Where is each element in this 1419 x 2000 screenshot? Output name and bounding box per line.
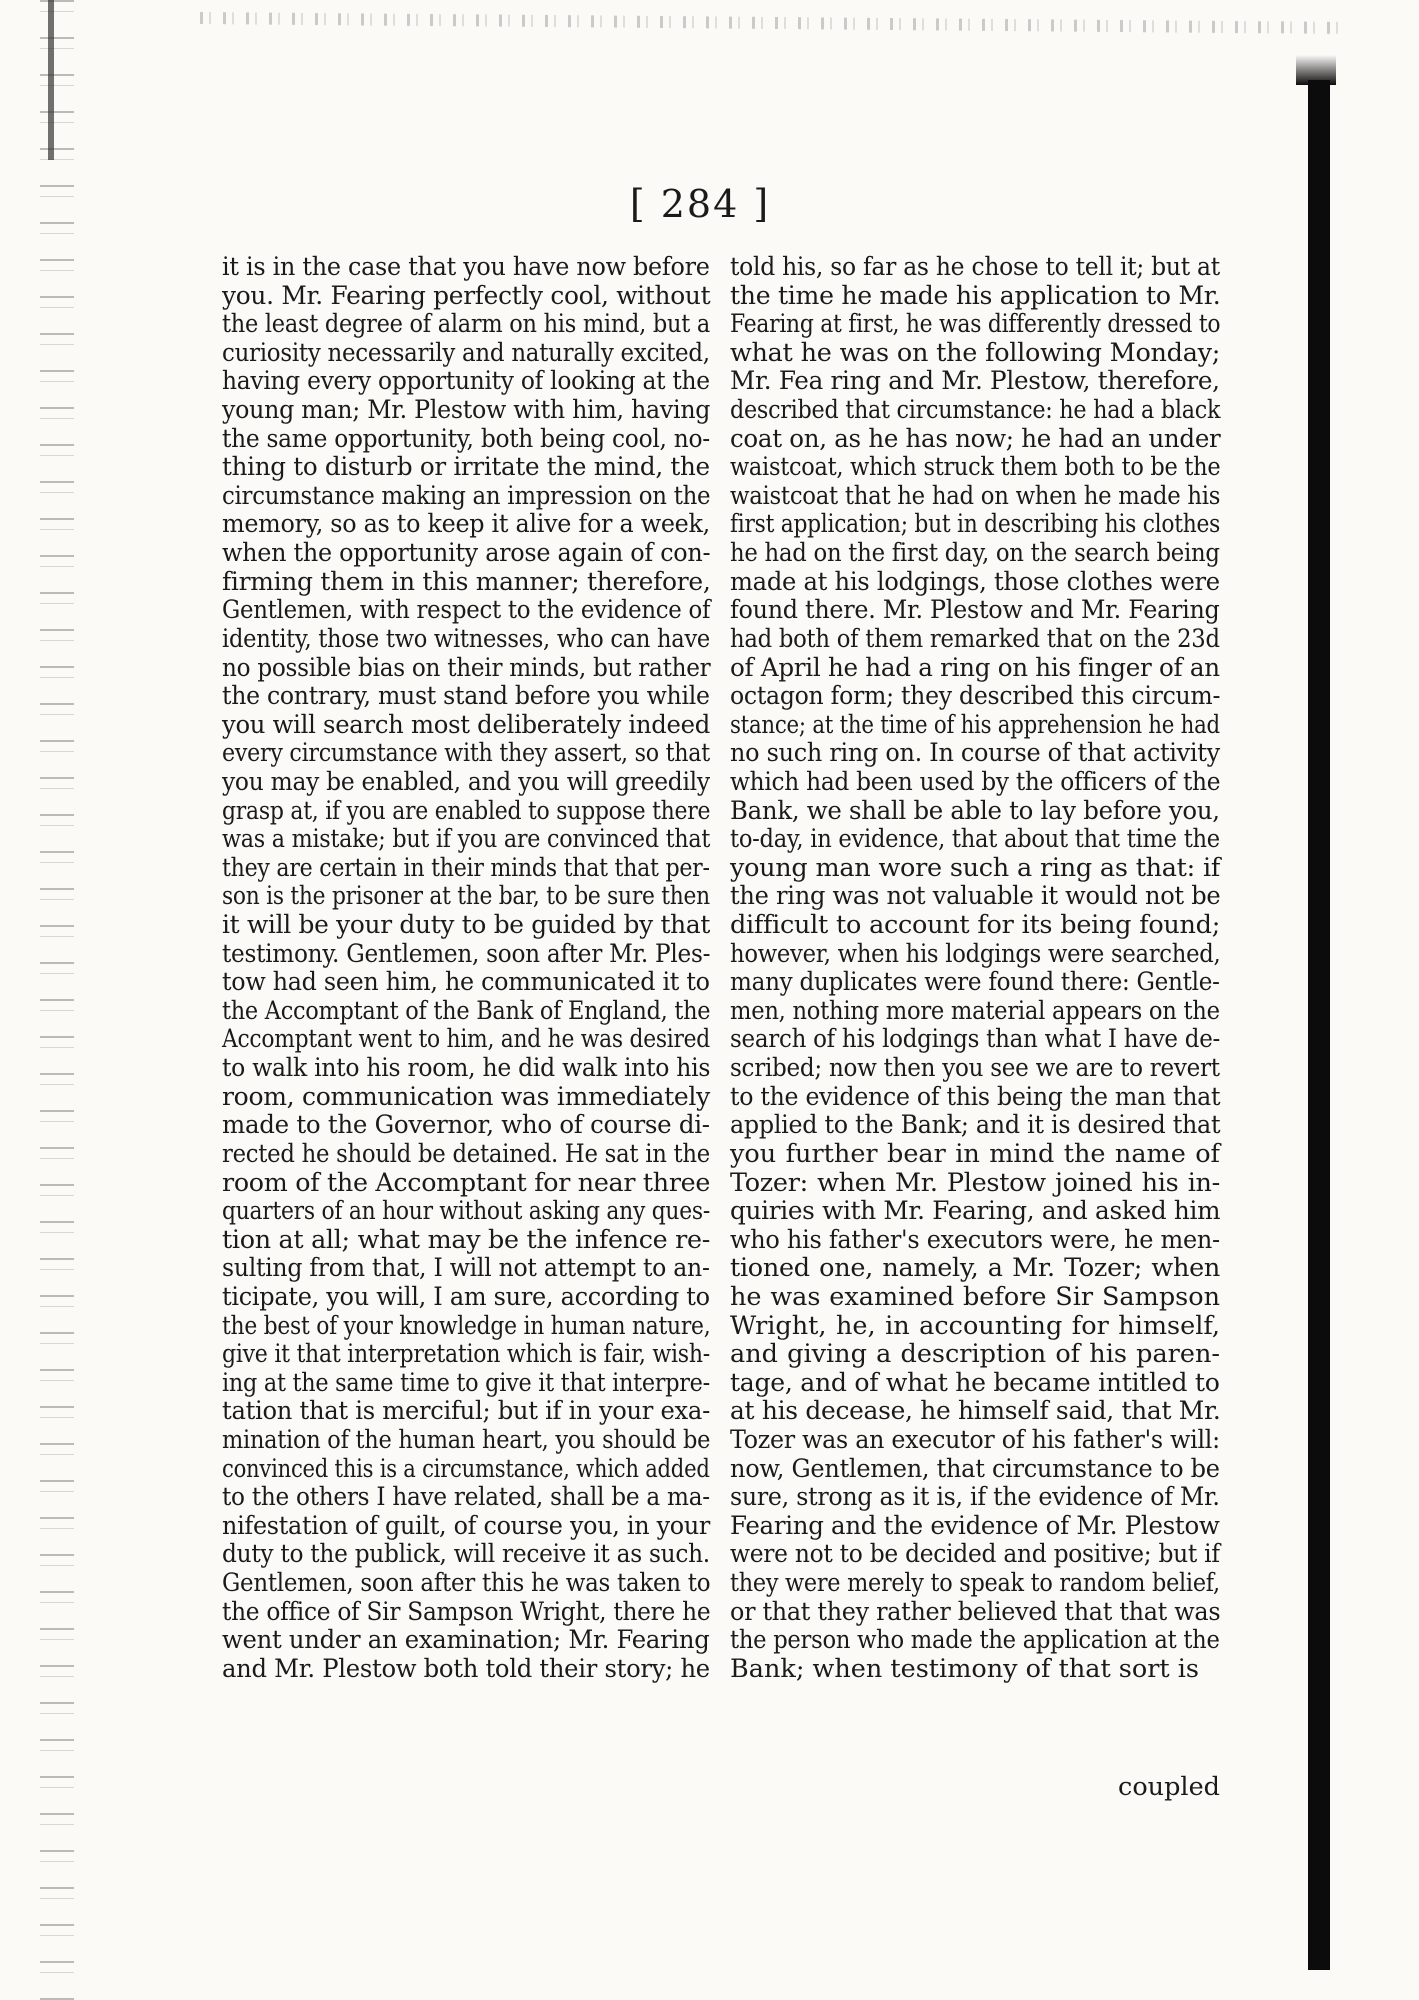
- text-line: tion at all; what may be the infence re-: [222, 1224, 711, 1255]
- text-line: room of the Accomptant for near three: [222, 1167, 711, 1198]
- text-line: first application; but in describing his clothes: [730, 509, 1221, 540]
- text-line: was a mistake; but if you are convinced that: [222, 824, 711, 855]
- text-line: room, communication was immediately: [222, 1081, 710, 1112]
- text-line: the contrary, must stand before you while: [222, 681, 710, 712]
- text-line: difficult to account for its being found;: [730, 910, 1220, 941]
- text-line: octagon form; they described this circum-: [730, 681, 1221, 712]
- text-line: however, when his lodgings were searched,: [730, 938, 1221, 969]
- text-line: grasp at, if you are enabled to suppose there: [222, 795, 711, 826]
- text-line: give it that interpretation which is fair, wish-: [222, 1339, 710, 1370]
- text-line: waistcoat, which struck them both to be the: [730, 452, 1221, 483]
- text-line: to-day, in evidence, that about that time the: [730, 824, 1220, 855]
- text-line: the ring was not valuable it would not be: [730, 881, 1221, 912]
- text-line: and Mr. Plestow both told their story; he: [222, 1653, 710, 1684]
- text-line: the office of Sir Sampson Wright, there he: [222, 1596, 711, 1627]
- text-line: it will be your duty to be guided by that: [222, 910, 711, 941]
- text-line: no possible bias on their minds, but rather: [222, 652, 711, 683]
- text-line: you may be enabled, and you will greedily: [222, 766, 710, 797]
- text-line: or that they rather believed that that was: [730, 1596, 1221, 1627]
- scan-edge-right: [1308, 80, 1330, 1970]
- text-line: sure, strong as it is, if the evidence of Mr.: [730, 1482, 1220, 1513]
- text-line: curiosity necessarily and naturally excited,: [222, 337, 710, 368]
- text-line: you. Mr. Fearing perfectly cool, without: [222, 280, 711, 311]
- text-line: Mr. Fea ring and Mr. Plestow, therefore,: [730, 366, 1220, 397]
- text-line: stance; at the time of his apprehension he had: [730, 709, 1220, 740]
- text-line: Tozer was an executor of his father's will:: [730, 1424, 1220, 1455]
- text-line: testimony. Gentlemen, soon after Mr. Ples-: [222, 938, 711, 969]
- text-line: Gentlemen, with respect to the evidence of: [222, 595, 711, 626]
- text-line: Wright, he, in accounting for himself,: [730, 1310, 1220, 1341]
- text-line: who his father's executors were, he men-: [730, 1224, 1220, 1255]
- text-line: were not to be decided and positive; but if: [730, 1539, 1220, 1570]
- text-line: duty to the publick, will receive it as such.: [222, 1539, 710, 1570]
- text-line: firming them in this manner; therefore,: [222, 566, 711, 597]
- text-line: he was examined before Sir Sampson: [730, 1281, 1220, 1312]
- text-line: the Accomptant of the Bank of England, the: [222, 995, 711, 1026]
- text-line: the person who made the application at the: [730, 1625, 1220, 1656]
- text-line: men, nothing more material appears on the: [730, 995, 1220, 1026]
- text-line: described that circumstance: he had a black: [730, 395, 1221, 426]
- text-line: Gentlemen, soon after this he was taken to: [222, 1568, 711, 1599]
- text-line: applied to the Bank; and it is desired that: [730, 1110, 1221, 1141]
- scan-edge-left: [40, 0, 74, 2000]
- text-line: Fearing at first, he was differently dressed to: [730, 309, 1221, 340]
- text-line: Tozer: when Mr. Plestow joined his in-: [730, 1167, 1220, 1198]
- text-line: no such ring on. In course of that activity: [730, 738, 1220, 769]
- text-line: many duplicates were found there: Gentle-: [730, 967, 1220, 998]
- scan-edge-left-dark: [48, 0, 54, 160]
- text-line: son is the prisoner at the bar, to be sure then: [222, 881, 710, 912]
- text-line: tation that is merciful; but if in your exa-: [222, 1396, 710, 1427]
- text-line: he had on the first day, on the search being: [730, 538, 1220, 569]
- text-line: tow had seen him, he communicated it to: [222, 967, 710, 998]
- text-line: at his decease, he himself said, that Mr.: [730, 1396, 1221, 1427]
- text-line: tage, and of what he became intitled to: [730, 1367, 1220, 1398]
- left-column: [222, 253, 710, 1683]
- text-line: ticipate, you will, I am sure, according to: [222, 1281, 710, 1312]
- text-line: they were merely to speak to random belief,: [730, 1568, 1220, 1599]
- text-line: rected he should be detained. He sat in the: [222, 1138, 711, 1169]
- text-line: Fearing and the evidence of Mr. Plestow: [730, 1510, 1220, 1541]
- text-line: and giving a description of his paren-: [730, 1339, 1220, 1370]
- text-line: made at his lodgings, those clothes were: [730, 566, 1220, 597]
- text-line: nifestation of guilt, of course you, in your: [222, 1510, 711, 1541]
- text-line: what he was on the following Monday;: [730, 337, 1220, 368]
- text-line: went under an examination; Mr. Fearing: [222, 1625, 710, 1656]
- catchword: coupled: [1118, 1772, 1220, 1802]
- text-line: mination of the human heart, you should be: [222, 1424, 711, 1455]
- text-line: quiries with Mr. Fearing, and asked him: [730, 1196, 1221, 1227]
- page-header: [0, 182, 1419, 232]
- text-line: had both of them remarked that on the 23d: [730, 623, 1220, 654]
- text-line: memory, so as to keep it alive for a week,: [222, 509, 710, 540]
- text-line: thing to disturb or irritate the mind, the: [222, 452, 710, 483]
- text-line: the best of your knowledge in human nature,: [222, 1310, 711, 1341]
- text-line: Bank; when testimony of that sort is: [730, 1653, 1200, 1684]
- text-line: to the evidence of this being the man that: [730, 1081, 1221, 1112]
- text-line: which had been used by the officers of the: [730, 766, 1221, 797]
- text-line: convinced this is a circumstance, which added: [222, 1453, 710, 1484]
- text-line: now, Gentlemen, that circumstance to be: [730, 1453, 1220, 1484]
- text-line: you will search most deliberately indeed: [222, 709, 710, 740]
- page-number: [ 284 ]: [629, 182, 771, 226]
- text-line: the least degree of alarm on his mind, but a: [222, 309, 710, 340]
- text-line: quarters of an hour without asking any ques-: [222, 1196, 710, 1227]
- text-line: search of his lodgings than what I have de-: [730, 1024, 1221, 1055]
- text-line: circumstance making an impression on the: [222, 480, 711, 511]
- text-line: tioned one, namely, a Mr. Tozer; when: [730, 1253, 1220, 1284]
- text-line: you further bear in mind the name of: [730, 1138, 1220, 1169]
- text-line: Accomptant went to him, and he was desired: [222, 1024, 710, 1055]
- text-line: to walk into his room, he did walk into his: [222, 1053, 711, 1084]
- text-line: they are certain in their minds that that per-: [222, 852, 710, 883]
- text-line: having every opportunity of looking at the: [222, 366, 710, 397]
- text-line: every circumstance with they assert, so that: [222, 738, 710, 769]
- text-line: the time he made his application to Mr.: [730, 280, 1221, 311]
- text-line: when the opportunity arose again of con-: [222, 538, 711, 569]
- text-line: identity, those two witnesses, who can have: [222, 623, 710, 654]
- text-line: it is in the case that you have now before: [222, 252, 710, 282]
- text-line: the same opportunity, both being cool, no-: [222, 423, 710, 454]
- text-line: told his, so far as he chose to tell it; but at: [730, 252, 1220, 282]
- text-line: young man wore such a ring as that: if: [730, 852, 1220, 883]
- text-line: made to the Governor, who of course di-: [222, 1110, 710, 1141]
- text-line: scribed; now then you see we are to revert: [730, 1053, 1220, 1084]
- right-column: [730, 253, 1220, 1683]
- text-line: waistcoat that he had on when he made his: [730, 480, 1221, 511]
- text-line: of April he had a ring on his finger of an: [730, 652, 1220, 683]
- text-line: to the others I have related, shall be a ma-: [222, 1482, 710, 1513]
- text-line: coat on, as he has now; he had an under: [730, 423, 1221, 454]
- text-line: found there. Mr. Plestow and Mr. Fearing: [730, 595, 1220, 626]
- text-line: sulting from that, I will not attempt to an-: [222, 1253, 710, 1284]
- text-line: Bank, we shall be able to lay before you,: [730, 795, 1220, 826]
- text-line: young man; Mr. Plestow with him, having: [222, 395, 711, 426]
- text-line: ing at the same time to give it that interpre-: [222, 1367, 710, 1398]
